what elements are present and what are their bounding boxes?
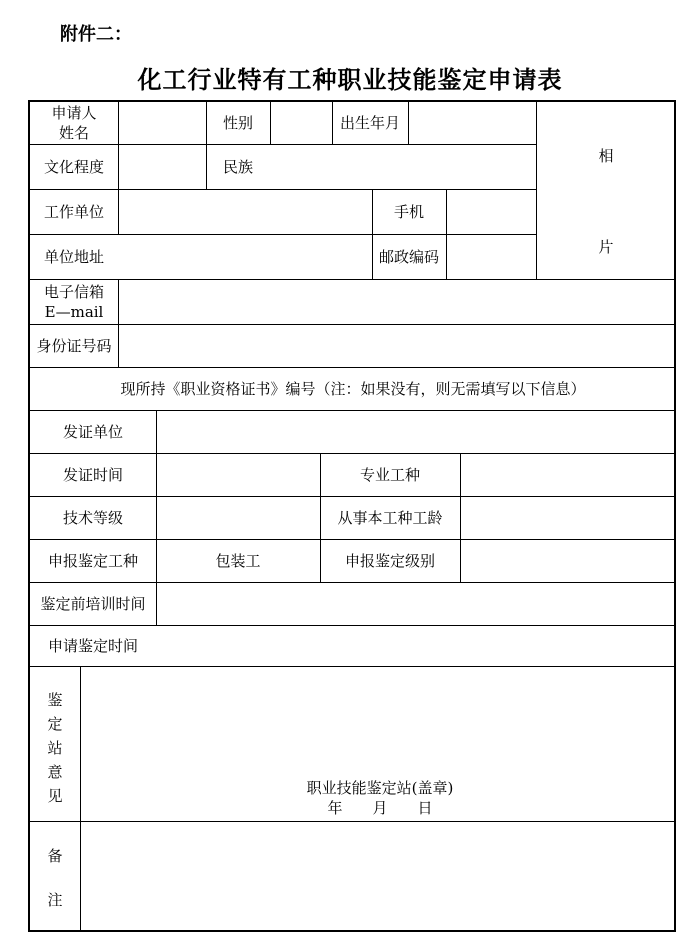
postcode-field[interactable] — [446, 234, 536, 279]
mobile-label: 手机 — [393, 202, 424, 221]
opinion-char: 见 — [47, 787, 63, 805]
date-line: 年 月 日 — [327, 799, 433, 817]
remarks-char: 备 — [47, 847, 63, 865]
apply-time-field[interactable] — [156, 625, 676, 666]
opinion-char: 定 — [47, 715, 63, 733]
station-seal: 职业技能鉴定站(盖章) — [306, 779, 454, 797]
apply-type-value[interactable]: 包装工 — [215, 551, 261, 570]
opinion-char: 意 — [47, 763, 63, 781]
email-label-line2: E—mail — [44, 302, 104, 321]
unit-address-field[interactable] — [118, 234, 372, 279]
education-label: 文化程度 — [43, 157, 104, 176]
email-label — [30, 279, 118, 324]
gender-field[interactable] — [270, 102, 332, 144]
photo-label-bottom: 片 — [598, 238, 614, 256]
applicant-name-label-line2: 姓名 — [58, 124, 89, 142]
certificate-note: 现所持《职业资格证书》编号（注：如果没有，则无需填写以下信息） — [120, 379, 586, 398]
work-years-field[interactable] — [460, 496, 676, 539]
birth-field[interactable] — [408, 102, 536, 144]
applicant-name-field[interactable] — [118, 102, 206, 144]
unit-address-label: 单位地址 — [43, 247, 104, 266]
email-label-line1: 电子信箱 — [43, 282, 104, 301]
opinion-char: 站 — [47, 739, 63, 757]
attachment-label: 附件二： — [60, 24, 132, 45]
education-field[interactable] — [118, 144, 206, 189]
work-unit-label: 工作单位 — [43, 202, 104, 221]
gender-label: 性别 — [222, 114, 253, 132]
specialty-label: 专业工种 — [359, 465, 420, 484]
training-time-label: 鉴定前培训时间 — [40, 594, 146, 613]
email-field[interactable] — [118, 279, 676, 324]
mobile-field[interactable] — [446, 189, 536, 234]
issue-date-field[interactable] — [156, 453, 320, 496]
birth-label: 出生年月 — [339, 114, 400, 132]
apply-time-label: 申请鉴定时间 — [47, 636, 138, 655]
id-number-label: 身份证号码 — [36, 336, 112, 355]
issuer-field[interactable] — [156, 410, 676, 453]
ethnicity-field[interactable] — [270, 144, 536, 189]
remarks-field[interactable] — [80, 821, 676, 932]
form-title: 化工行业特有工种职业技能鉴定申请表 — [137, 65, 563, 94]
opinion-char: 鉴 — [47, 691, 63, 709]
work-unit-field[interactable] — [118, 189, 372, 234]
issue-date-label: 发证时间 — [62, 465, 123, 484]
training-time-field[interactable] — [156, 582, 676, 625]
tech-level-label: 技术等级 — [62, 508, 123, 527]
apply-type-label: 申报鉴定工种 — [47, 551, 138, 570]
remarks-char: 注 — [47, 891, 63, 909]
tech-level-field[interactable] — [156, 496, 320, 539]
id-number-field[interactable] — [118, 324, 676, 367]
application-form-table — [28, 100, 676, 932]
work-years-label: 从事本工种工龄 — [337, 508, 443, 527]
postcode-label: 邮政编码 — [378, 247, 439, 266]
apply-level-label: 申报鉴定级别 — [344, 551, 435, 570]
ethnicity-label: 民族 — [222, 157, 253, 176]
applicant-name-label — [30, 102, 118, 144]
issuer-label: 发证单位 — [62, 422, 123, 441]
specialty-field[interactable] — [460, 453, 676, 496]
opinion-label — [45, 688, 65, 808]
apply-level-field[interactable] — [460, 539, 676, 582]
photo-label-top: 相 — [598, 147, 614, 165]
applicant-name-label-line1: 申请人 — [51, 104, 97, 122]
